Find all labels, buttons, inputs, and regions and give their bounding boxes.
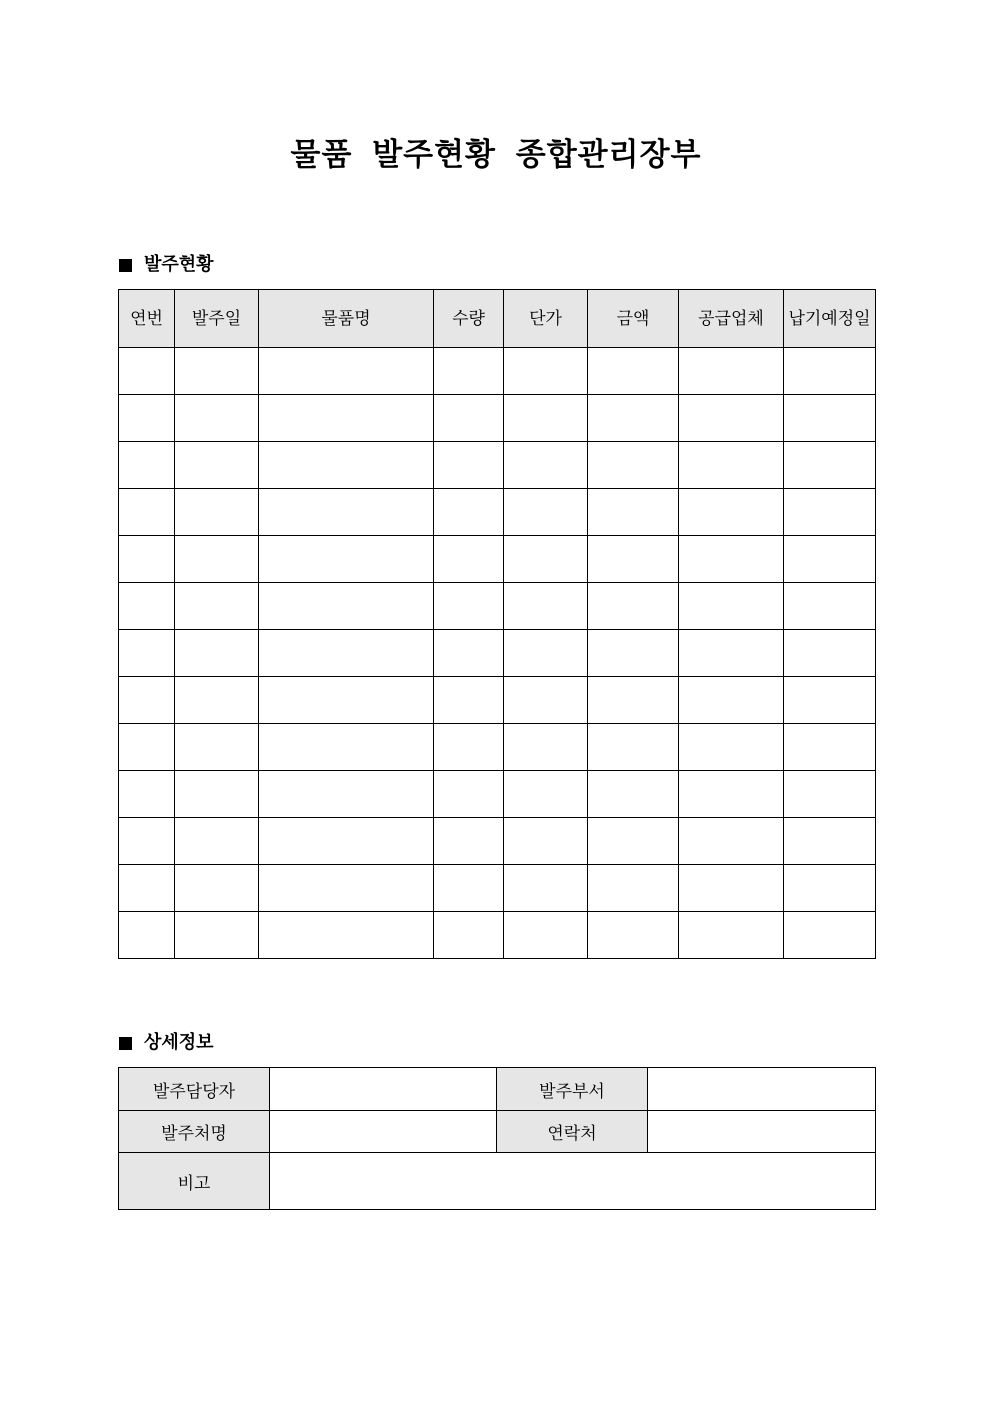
cell-amount[interactable] [588,677,679,724]
cell-item-name[interactable] [259,818,434,865]
cell-serial[interactable] [119,677,175,724]
cell-unit-price[interactable] [504,536,588,583]
cell-supplier[interactable] [679,395,784,442]
cell-amount[interactable] [588,724,679,771]
cell-serial[interactable] [119,912,175,959]
cell-quantity[interactable] [434,771,504,818]
cell-due-date[interactable] [784,724,876,771]
cell-serial[interactable] [119,724,175,771]
document-title: 물품 발주현황 종합관리장부 [290,137,702,173]
column-header-due-date: 납기예정일 [784,290,876,348]
column-header-item-name: 물품명 [259,290,434,348]
column-header-unit-price: 단가 [504,290,588,348]
cell-unit-price[interactable] [504,912,588,959]
cell-due-date[interactable] [784,677,876,724]
cell-item-name[interactable] [259,583,434,630]
square-bullet-icon [119,259,132,272]
cell-item-name[interactable] [259,724,434,771]
cell-item-name[interactable] [259,395,434,442]
cell-supplier[interactable] [679,630,784,677]
cell-serial[interactable] [119,348,175,395]
details-row-manager [119,1068,876,1111]
cell-item-name[interactable] [259,489,434,536]
cell-amount[interactable] [588,536,679,583]
cell-item-name[interactable] [259,677,434,724]
cell-order-date[interactable] [175,865,259,912]
cell-due-date[interactable] [784,865,876,912]
table-row [119,395,876,442]
contact-label: 연락처 [497,1111,648,1153]
details-row-remarks [119,1153,876,1210]
details-row-supplier [119,1111,876,1153]
table-row [119,536,876,583]
column-header-quantity: 수량 [434,290,504,348]
cell-order-date[interactable] [175,771,259,818]
cell-order-date[interactable] [175,442,259,489]
cell-order-date[interactable] [175,583,259,630]
cell-quantity[interactable] [434,395,504,442]
cell-unit-price[interactable] [504,865,588,912]
cell-unit-price[interactable] [504,489,588,536]
cell-quantity[interactable] [434,348,504,395]
cell-supplier[interactable] [679,865,784,912]
cell-order-date[interactable] [175,677,259,724]
cell-serial[interactable] [119,865,175,912]
order-manager-field[interactable] [270,1068,497,1111]
cell-supplier[interactable] [679,489,784,536]
cell-quantity[interactable] [434,536,504,583]
cell-serial[interactable] [119,583,175,630]
details-section-heading [119,1031,214,1055]
cell-amount[interactable] [588,395,679,442]
order-department-field[interactable] [648,1068,876,1111]
cell-order-date[interactable] [175,348,259,395]
cell-supplier[interactable] [679,348,784,395]
cell-amount[interactable] [588,818,679,865]
cell-item-name[interactable] [259,630,434,677]
table-row [119,771,876,818]
orders-table-body [119,348,876,959]
cell-order-date[interactable] [175,395,259,442]
cell-amount[interactable] [588,630,679,677]
cell-unit-price[interactable] [504,677,588,724]
cell-due-date[interactable] [784,536,876,583]
contact-field[interactable] [648,1111,876,1153]
cell-amount[interactable] [588,489,679,536]
cell-due-date[interactable] [784,912,876,959]
supplier-name-label: 발주처명 [119,1111,270,1153]
cell-unit-price[interactable] [504,771,588,818]
cell-unit-price[interactable] [504,583,588,630]
cell-unit-price[interactable] [504,724,588,771]
details-section-heading-text: 상세정보 [144,1032,214,1053]
cell-amount[interactable] [588,442,679,489]
cell-quantity[interactable] [434,818,504,865]
cell-unit-price[interactable] [504,818,588,865]
cell-quantity[interactable] [434,912,504,959]
cell-supplier[interactable] [679,583,784,630]
orders-header-row [119,290,876,348]
square-bullet-icon [119,1037,132,1050]
column-header-order-date: 발주일 [175,290,259,348]
cell-quantity[interactable] [434,583,504,630]
cell-supplier[interactable] [679,442,784,489]
cell-quantity[interactable] [434,865,504,912]
cell-unit-price[interactable] [504,442,588,489]
cell-item-name[interactable] [259,865,434,912]
cell-serial[interactable] [119,395,175,442]
cell-serial[interactable] [119,489,175,536]
cell-order-date[interactable] [175,912,259,959]
cell-serial[interactable] [119,536,175,583]
cell-serial[interactable] [119,630,175,677]
cell-due-date[interactable] [784,818,876,865]
cell-serial[interactable] [119,818,175,865]
cell-quantity[interactable] [434,489,504,536]
orders-section-heading [119,253,214,277]
orders-section-heading-text: 발주현황 [144,254,214,275]
cell-due-date[interactable] [784,630,876,677]
cell-supplier[interactable] [679,677,784,724]
cell-item-name[interactable] [259,771,434,818]
cell-order-date[interactable] [175,818,259,865]
cell-due-date[interactable] [784,771,876,818]
remarks-label: 비고 [119,1153,270,1210]
cell-amount[interactable] [588,912,679,959]
order-department-label: 발주부서 [497,1068,648,1111]
cell-unit-price[interactable] [504,348,588,395]
cell-due-date[interactable] [784,395,876,442]
table-row [119,912,876,959]
table-row [119,865,876,912]
table-row [119,818,876,865]
details-table [118,1067,876,1210]
table-row [119,489,876,536]
cell-supplier[interactable] [679,536,784,583]
cell-due-date[interactable] [784,442,876,489]
cell-quantity[interactable] [434,677,504,724]
table-row [119,724,876,771]
cell-amount[interactable] [588,865,679,912]
cell-item-name[interactable] [259,912,434,959]
cell-supplier[interactable] [679,771,784,818]
cell-supplier[interactable] [679,724,784,771]
cell-serial[interactable] [119,771,175,818]
cell-amount[interactable] [588,348,679,395]
column-header-supplier: 공급업체 [679,290,784,348]
cell-supplier[interactable] [679,912,784,959]
table-row [119,583,876,630]
cell-item-name[interactable] [259,348,434,395]
cell-amount[interactable] [588,771,679,818]
table-row [119,677,876,724]
column-header-serial: 연번 [119,290,175,348]
column-header-amount: 금액 [588,290,679,348]
cell-item-name[interactable] [259,442,434,489]
orders-table [118,289,876,959]
cell-due-date[interactable] [784,583,876,630]
cell-amount[interactable] [588,583,679,630]
cell-supplier[interactable] [679,818,784,865]
cell-order-date[interactable] [175,536,259,583]
table-row [119,630,876,677]
cell-order-date[interactable] [175,489,259,536]
cell-serial[interactable] [119,442,175,489]
supplier-name-field[interactable] [270,1111,497,1153]
cell-unit-price[interactable] [504,630,588,677]
cell-due-date[interactable] [784,348,876,395]
order-manager-label: 발주담당자 [119,1068,270,1111]
remarks-field[interactable] [270,1153,876,1210]
table-row [119,442,876,489]
cell-order-date[interactable] [175,630,259,677]
cell-due-date[interactable] [784,489,876,536]
cell-quantity[interactable] [434,442,504,489]
cell-quantity[interactable] [434,724,504,771]
cell-unit-price[interactable] [504,395,588,442]
cell-quantity[interactable] [434,630,504,677]
cell-item-name[interactable] [259,536,434,583]
cell-order-date[interactable] [175,724,259,771]
table-row [119,348,876,395]
